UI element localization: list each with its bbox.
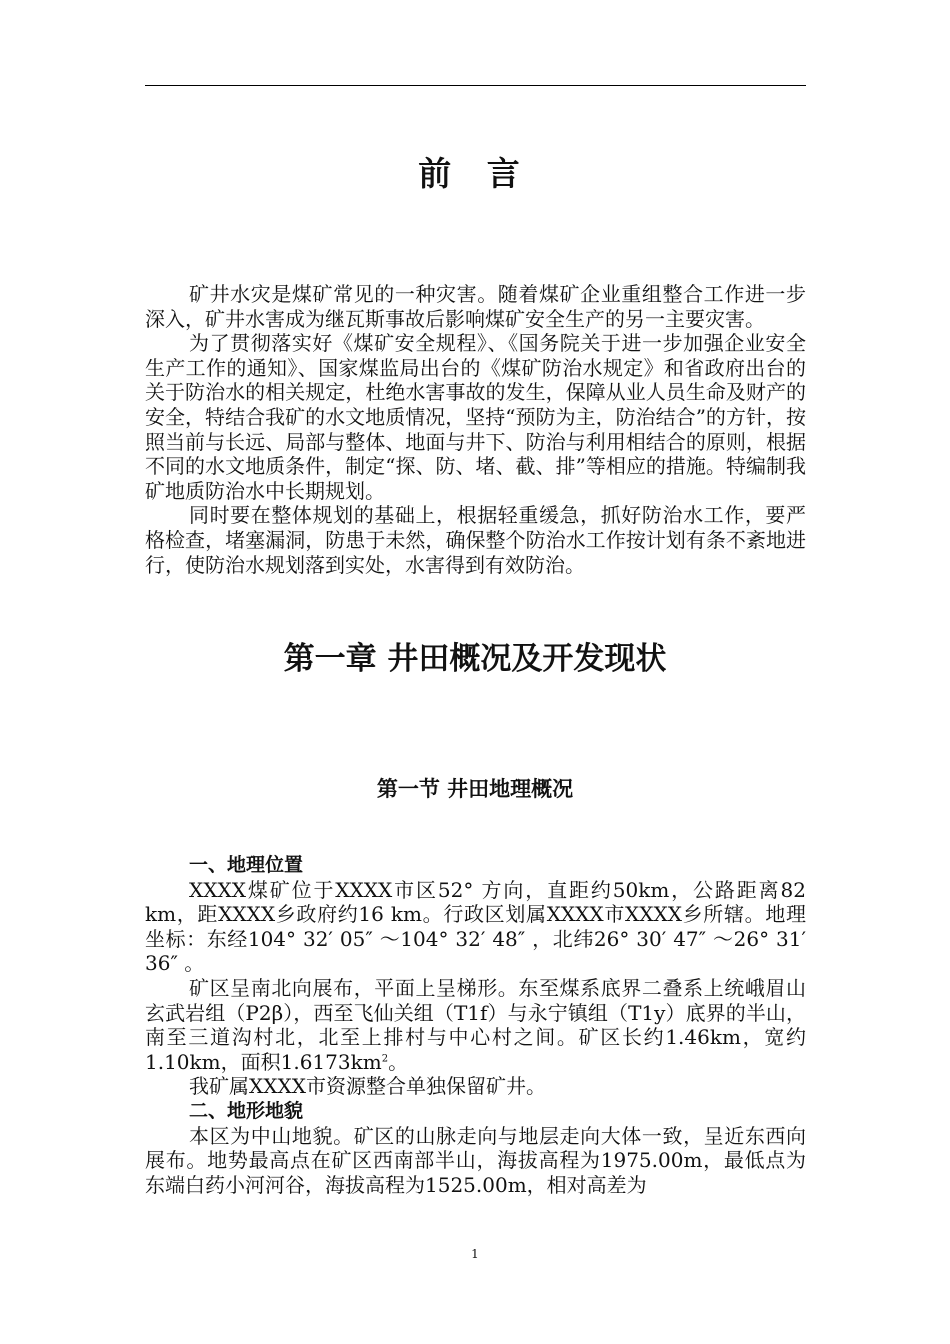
location-paragraph-2 <box>145 976 806 1074</box>
terrain-paragraph-1: 本区为中山地貌。矿区的山脉走向与地层走向大体一致，呈近东西向展布。地势最高点在矿区西南部半山，海拔高程为1975.00m，最低点为东端白药小河河谷，海拔高程为1525.00m，相对高差为 <box>145 1123 806 1197</box>
subheading-location: 一、地理位置 <box>189 854 304 876</box>
preface-body <box>145 282 806 577</box>
location-paragraph-2-end: 。 <box>388 1049 409 1074</box>
preface-paragraph-2: 为了贯彻落实好《煤矿安全规程》、《国务院关于进一步加强企业安全生产工作的通知》、国家煤监局出台的《煤矿防治水规定》和省政府出台的关于防治水的相关规定，杜绝水害事故的发生，保障从业人员生命及财产的安全，特结合我矿的水文地质情况，坚持“预防为主，防治结合”的方针，按照当前与长远、局部与整体、地面与井下、防治与利用相结合的原则，根据不同的水文地质条件，制定“探、防、堵、截、排”等相应的措施。特编制我矿地质防治水中长期规划。 <box>145 331 806 503</box>
chapter-title: 第一章 井田概况及开发现状 <box>283 641 667 677</box>
area-unit-superscript: 2 <box>381 1053 389 1065</box>
section-body <box>145 853 806 1197</box>
location-paragraph-1: XXXX煤矿位于XXXX市区52° 方向，直距约50km，公路距离82 km，距XXXX乡政府约16 km。行政区划属XXXX市XXXX乡所辖。地理坐标：东经104° 32′ 05″ ～104° 32′ 48″ ，北纬26° 30′ 47″ ～26° 31′ 36″ 。 <box>145 877 806 976</box>
section-title: 第一节 井田地理概况 <box>376 777 574 801</box>
preface-paragraph-1: 矿井水灾是煤矿常见的一种灾害。随着煤矿企业重组整合工作进一步深入，矿井水害成为继瓦斯事故后影响煤矿安全生产的另一主要灾害。 <box>145 282 806 331</box>
header-rule <box>145 85 806 86</box>
subheading-terrain: 二、地形地貌 <box>189 1099 304 1122</box>
page-number: 1 <box>471 1247 479 1261</box>
location-paragraph-2-text: 矿区呈南北向展布，平面上呈梯形。东至煤系底界二叠系上统峨眉山玄武岩组（P2β），西至飞仙关组（T1f）与永宁镇组（T1y）底界的半山，南至三道沟村北，北至上排村与中心村之间。矿区长约1.46km，宽约1.10km，面积1.6173km <box>145 975 806 1074</box>
preface-title: 前 言 <box>418 154 532 193</box>
location-paragraph-3: 我矿属XXXX市资源整合单独保留矿井。 <box>189 1074 546 1099</box>
preface-paragraph-3: 同时要在整体规划的基础上，根据轻重缓急，抓好防治水工作，要严格检查，堵塞漏洞，防患于未然，确保整个防治水工作按计划有条不紊地进行，使防治水规划落到实处，水害得到有效防治。 <box>145 503 806 577</box>
